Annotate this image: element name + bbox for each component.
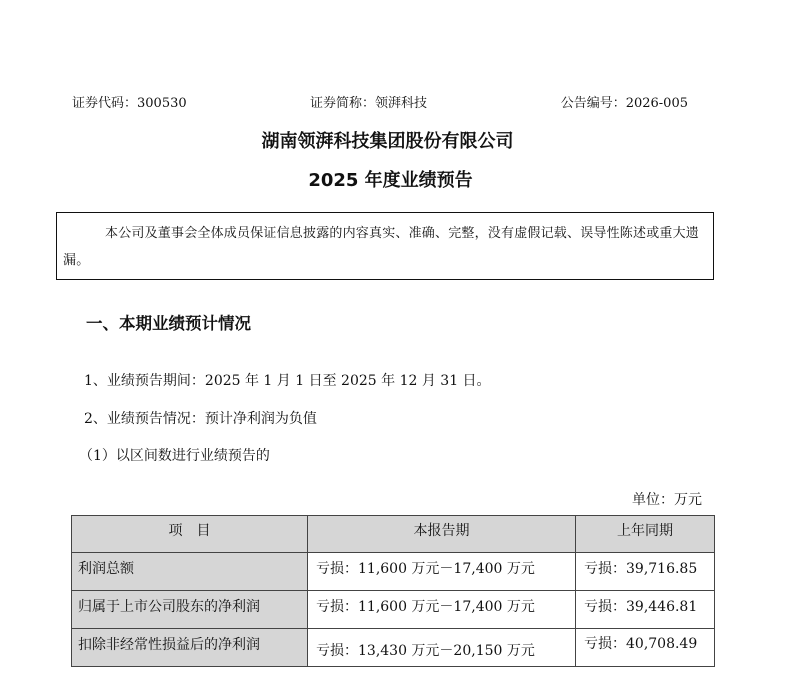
column-header-item: 项 目 bbox=[72, 516, 308, 553]
current-period-value: 亏损：11,600 万元－17,400 万元 bbox=[308, 591, 576, 629]
unit-label: 单位：万元 bbox=[632, 492, 702, 508]
column-header-prior-period: 上年同期 bbox=[576, 516, 715, 553]
row-item-label: 归属于上市公司股东的净利润 bbox=[72, 591, 308, 629]
announcement-meta-row bbox=[72, 95, 688, 113]
table-row bbox=[72, 629, 715, 667]
section-heading: 一、本期业绩预计情况 bbox=[86, 314, 251, 333]
report-title: 2025 年度业绩预告 bbox=[308, 170, 473, 191]
current-period-value: 亏损：11,600 万元－17,400 万元 bbox=[308, 553, 576, 591]
prior-period-value: 亏损：39,446.81 bbox=[576, 591, 715, 629]
table-header-row bbox=[72, 516, 715, 553]
forecast-situation-paragraph: 2、业绩预告情况：预计净利润为负值 bbox=[84, 411, 317, 427]
security-code: 证券代码：300530 bbox=[72, 96, 187, 111]
current-period-value: 亏损：13,430 万元－20,150 万元 bbox=[308, 629, 576, 667]
table-row bbox=[72, 591, 715, 629]
prior-period-value: 亏损：40,708.49 bbox=[576, 629, 715, 667]
security-short-name: 证券简称：领湃科技 bbox=[310, 96, 428, 111]
forecast-period-paragraph: 1、业绩预告期间：2025 年 1 月 1 日至 2025 年 12 月 31 日。 bbox=[84, 373, 491, 389]
prior-period-value: 亏损：39,716.85 bbox=[576, 553, 715, 591]
row-item-label: 利润总额 bbox=[72, 553, 308, 591]
table-row bbox=[72, 553, 715, 591]
company-name-title: 湖南领湃科技集团股份有限公司 bbox=[261, 131, 514, 152]
disclaimer-text: 本公司及董事会全体成员保证信息披露的内容真实、准确、完整，没有虚假记载、误导性陈述或重大遗漏。 bbox=[63, 226, 700, 268]
announcement-number: 公告编号：2026-005 bbox=[560, 96, 688, 111]
disclaimer-box bbox=[56, 212, 714, 280]
row-item-label: 扣除非经常性损益后的净利润 bbox=[72, 629, 308, 667]
range-forecast-paragraph: （1）以区间数进行业绩预告的 bbox=[79, 448, 270, 464]
column-header-current-period: 本报告期 bbox=[308, 516, 576, 553]
forecast-table bbox=[71, 515, 715, 667]
